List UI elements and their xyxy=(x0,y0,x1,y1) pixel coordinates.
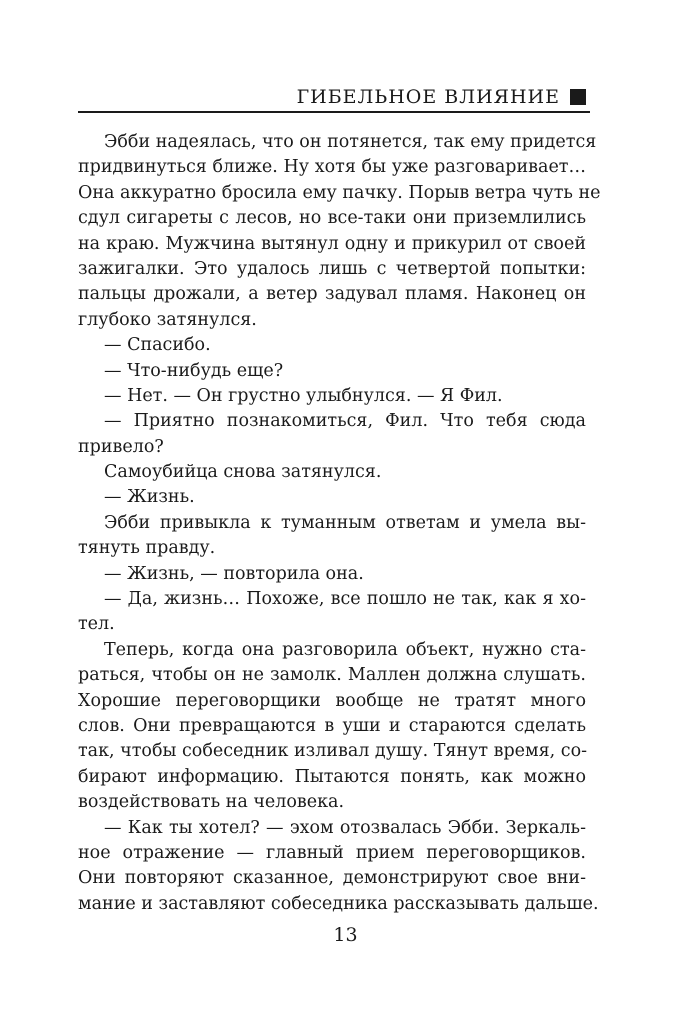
text-line: тянуть правду. xyxy=(78,538,216,559)
text-line: Эбби надеялась, что он потянется, так ему придется xyxy=(104,132,597,152)
running-header xyxy=(78,84,590,112)
text-line: воздействовать на человека. xyxy=(78,792,345,813)
text-line: слов. Они превращаются в уши и стараются сделать xyxy=(78,715,586,736)
text-line: — Спасибо. xyxy=(104,335,211,356)
header-rule xyxy=(78,111,590,113)
text-line: бирают информацию. Пытаются понять, как можно xyxy=(78,766,586,787)
text-line: сдул сигареты с лесов, но все-таки они приземлились xyxy=(78,208,586,229)
text-line: — Да, жизнь… Похоже, все пошло не так, как я хо- xyxy=(104,589,586,610)
text-line: зажигалки. Это удалось лишь с четвертой попытки: xyxy=(78,258,586,279)
text-line: — Нет. — Он грустно улыбнулся. — Я Фил. xyxy=(104,385,503,406)
text-line: Хорошие переговорщики вообще не тратят много xyxy=(78,690,586,711)
text-line: Она аккуратно бросила ему пачку. Порыв ветра чуть не xyxy=(78,182,601,203)
text-line: Они повторяют сказанное, демонстрируют свое вни- xyxy=(78,868,586,889)
running-header-title: ГИБЕЛЬНОЕ ВЛИЯНИЕ xyxy=(296,86,560,108)
body-text xyxy=(78,130,601,917)
text-line: — Жизнь. xyxy=(104,487,195,508)
text-line: ное отражение — главный прием переговорщиков. xyxy=(78,842,586,863)
text-line: привело? xyxy=(78,436,164,457)
text-line: пальцы дрожали, а ветер задувал пламя. Наконец он xyxy=(78,284,586,305)
text-line: мание и заставляют собеседника рассказывать дальше. xyxy=(78,893,599,914)
text-line: так, чтобы собеседник изливал душу. Тянут время, со- xyxy=(78,741,588,762)
text-line: — Как ты хотел? — эхом отозвалась Эбби. Зеркаль- xyxy=(104,817,586,838)
text-line: Самоубийца снова затянулся. xyxy=(104,462,382,483)
text-line: на краю. Мужчина вытянул одну и прикурил от своей xyxy=(78,233,586,254)
text-line: раться, чтобы он не замолк. Маллен должна слушать. xyxy=(78,665,586,686)
text-line: — Приятно познакомиться, Фил. Что тебя сюда xyxy=(104,411,586,432)
text-line: придвинуться ближе. Ну хотя бы уже разговаривает… xyxy=(78,157,586,178)
text-line: Теперь, когда она разговорила объект, нужно ста- xyxy=(104,639,586,660)
text-line: — Жизнь, — повторила она. xyxy=(104,563,364,584)
text-line: глубоко затянулся. xyxy=(78,309,257,330)
text-line: тел. xyxy=(78,614,115,635)
header-square-marker xyxy=(570,89,586,105)
page-number: 13 xyxy=(333,924,358,946)
text-line: Эбби привыкла к туманным ответам и умела вы- xyxy=(104,512,586,533)
text-line: — Что-нибудь еще? xyxy=(104,360,284,381)
